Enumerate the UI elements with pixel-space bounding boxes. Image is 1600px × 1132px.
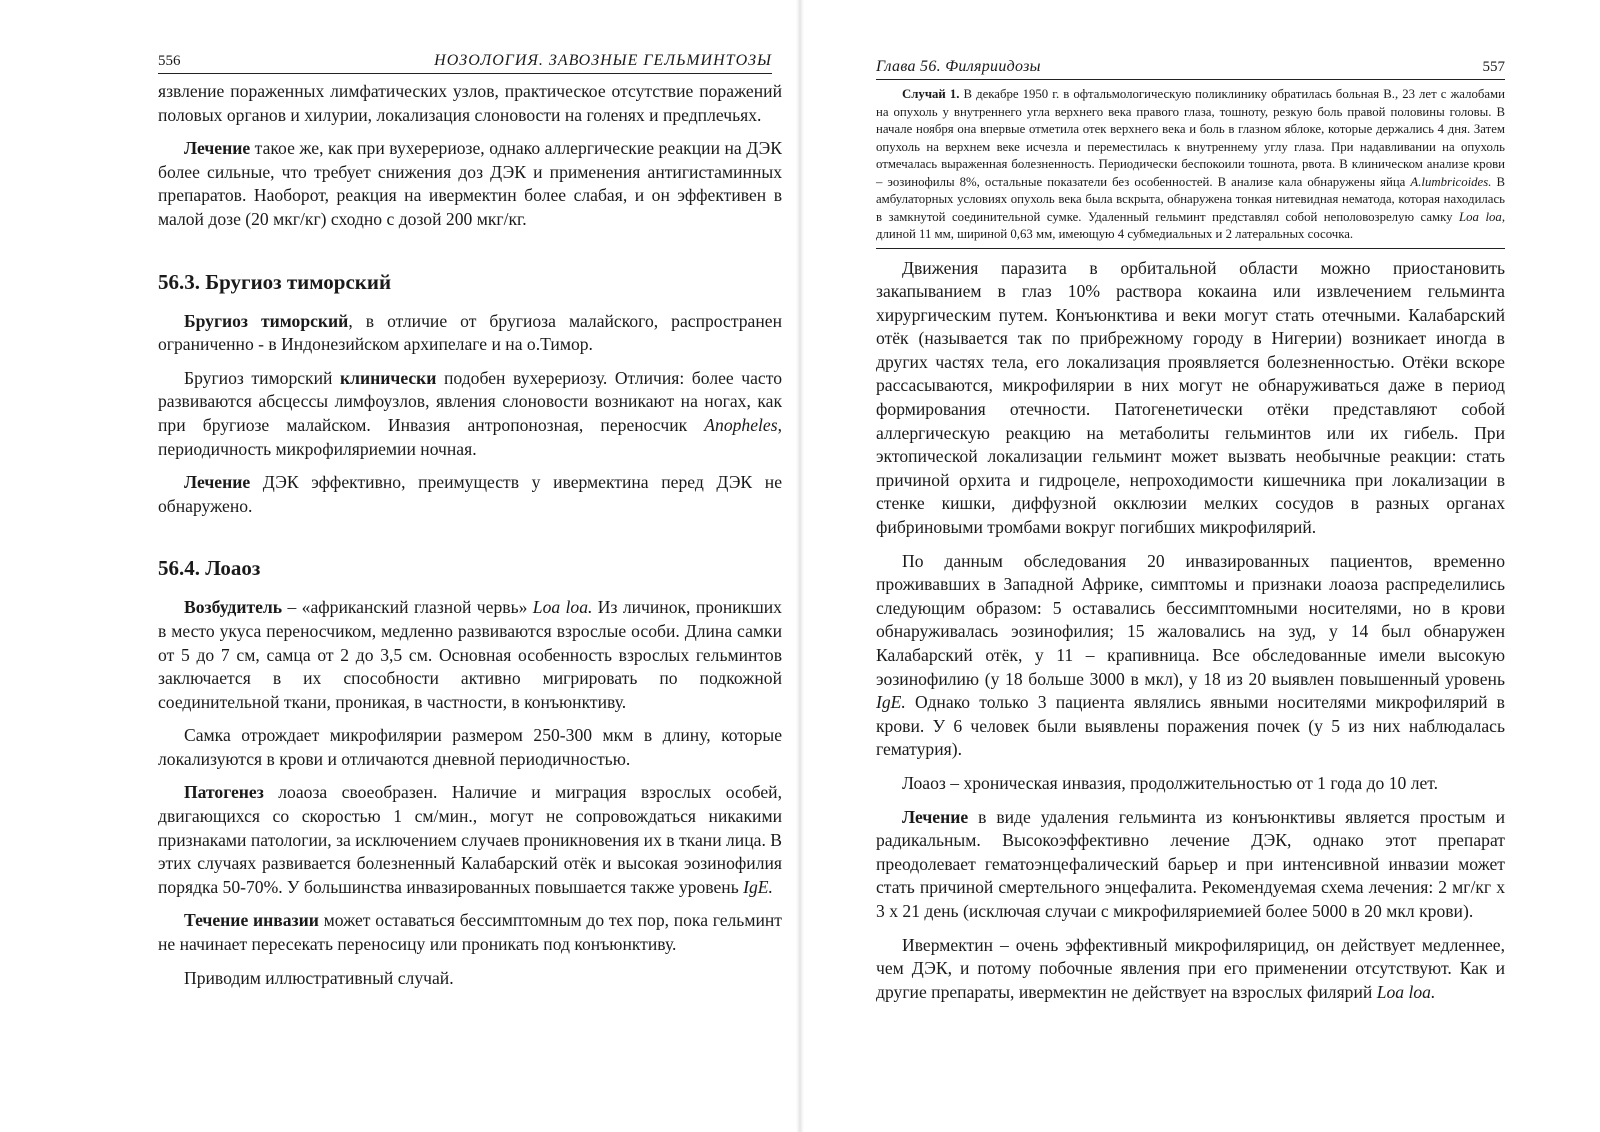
- italic-term: IgE.: [876, 692, 906, 713]
- running-head-right: [876, 58, 1505, 80]
- italic-term: IgE.: [743, 876, 773, 897]
- paragraph: Лоаоз – хроническая инвазия, продолжительностью от 1 года до 10 лет.: [902, 772, 1439, 793]
- italic-term: Loa loa.: [1376, 981, 1436, 1002]
- treatment-paragraph: Лечение такое же, как при вухерериозе, однако аллергические реакции на ДЭК более сильные, что требует снижения доз ДЭК и применения антигистаминных препаратов. Наоборот, реакция на ивермектин более слабая, и он эффективен в малой дозе (20 мкг/кг) сходно с дозой 200 мкг/кг.: [158, 138, 782, 229]
- running-head-left: [158, 52, 772, 74]
- lead-term: Бругиоз тиморский: [184, 310, 349, 331]
- section-heading-56-3: 56.3. Бругиоз тиморский: [158, 269, 392, 294]
- running-title: НОЗОЛОГИЯ. ЗАВОЗНЫЕ ГЕЛЬМИНТОЗЫ: [434, 52, 772, 69]
- paragraph: Бругиоз тиморский, в отличие от бругиоза малайского, распространен ограниченно - в Индонезийском архипелаге и на о.Тимор.: [158, 310, 782, 355]
- paragraph: Возбудитель – «африканский глазной червь» Loa loa. Из личинок, проникших в место укуса переносчиком, медленно развиваются взрослые особи. Длина самки от 5 до 7 см, самца от 2 до 3,5 см. Основная особенность взрослых гельминтов заключается в их способности активно мигрировать по подкожной соединительной ткани, проникая, в частности, в конъюнктиву.: [158, 597, 782, 712]
- lead-term: Патогенез: [184, 782, 264, 803]
- lead-term: Возбудитель: [184, 597, 283, 618]
- italic-term: Anopheles: [704, 414, 778, 435]
- continuation-paragraph: язвление пораженных лимфатических узлов, практическое отсутствие поражений половых органов и хилурии, локализация слоновости на голенях и предплечьях.: [158, 81, 782, 125]
- paragraph: Лечение в виде удаления гельминта из конъюнктивы является простым и радикальным. Высокоэффективно лечение ДЭК, однако этот препарат преодолевает гематоэнцефалический барьер и при интенсивной инвазии может стать причиной смертельного энцефалита. Рекомендуемая схема лечения: 2 мг/кг х 3 х 21 день (исключая случаи с микрофиляриемией более 5000 в 20 мкл крови).: [876, 806, 1505, 921]
- section-heading-56-4: 56.4. Лоаоз: [158, 556, 261, 581]
- page-number: 556: [158, 53, 181, 69]
- paragraph: По данным обследования 20 инвазированных пациентов, временно проживавших в Западной Африке, симптомы и признаки лоаоза распределились следующим образом: 5 оставались бессимптомными носителями, но в крови обнаруживалась эозинофилия; 15 жаловались на зуд, у 14 был обнаружен Калабарский отёк, у 11 – крапивница. Все обследованные имели высокую эозинофилию (у 18 больше 3000 в мкл), у 18 из 20 выявлен повышенный уровень IgE. Однако только 3 пациента являлись явными носителями микрофилярий в крови. У 6 человек были выявлены поражения почек (у 5 из них наблюдалась гематурия).: [876, 550, 1505, 760]
- paragraph: Лечение ДЭК эффективно, преимуществ у ивермектина перед ДЭК не обнаружено.: [158, 472, 782, 516]
- paragraph: Патогенез лоаоза своеобразен. Наличие и миграция взрослых особей, двигающихся со скоростью 1 см/мин., могут не сопровождаться никакими признаками патологии, за исключением случаев проникновения их в ткани лица. В этих случаях развивается болезненный Калабарский отёк и высокая эозинофилия порядка 50-70%. У большинства инвазированных повышается также уровень IgE.: [158, 782, 782, 897]
- italic-term: Loa loa: [1459, 209, 1502, 224]
- lead-term: Случай 1.: [902, 87, 960, 101]
- paragraph: Бругиоз тиморский клинически подобен вухерериозу. Отличия: более часто развиваются абсцессы лимфоузлов, явления слоновости возникают на ногах, как при бругиозе малайском. Инвазия антропонозная, переносчик Anopheles, периодичность микрофиляриемии ночная.: [158, 367, 782, 459]
- paragraph: Самка отрождает микрофилярии размером 250-300 мкм в длину, которые локализуются в крови и отличаются дневной периодичностью.: [158, 725, 782, 769]
- right-page: [800, 0, 1600, 1132]
- case-study-text: Случай 1. В декабре 1950 г. в офтальмологическую поликлинику обратилась больная В., 23 лет с жалобами на опухоль у внутреннего угла верхнего века правого глаза, тошноту, резкую боль правой половины головы. В начале ноября она впервые отметила отек верхнего века и боль в глазном яблоке, которые держались 4 дня. Затем опухоль на верхнем веке исчезла и переместилась к внутреннему углу глаза. При надавливании на опухоль отмечалась выраженная болезненность. Периодически беспокоили тошнота, рвота. В клиническом анализе крови – эозинофилы 8%, остальные показатели без особенностей. В анализе кала обнаружены яйца A.lumbricoides. В амбулаторных условиях опухоль века была вскрыта, обнаружена тонкая нитевидная нематода, которая находилась в замкнутой соединительной сумке. Удаленный гельминт представлял собой неполовозрелую самку Loa loa, длиной 11 мм, шириной 0,63 мм, имеющую 4 субмедиальных и 2 латеральных сосочка.: [876, 87, 1506, 241]
- lead-term: Лечение: [902, 806, 969, 827]
- paragraph: Движения паразита в орбитальной области можно приостановить закапыванием в глаз 10% раствора кокаина или извлечением гельминта хирургическим путем. Конъюнктива и веки могут стать отечными. Калабарский отёк (называется так по прибрежному городу в Нигерии) возникает иногда в других частях тела, его локализация проявляется болезненностью. Отёки вскоре рассасываются, микрофилярии в них могут не обнаруживаться даже в период формирования отечности. Патогенетически отёки представляют собой аллергическую реакцию на метаболиты гельминтов или их гибель. При эктопической локализации гельминт может вызвать необычные реакции: стать причиной орхита и гидроцеле, непроходимости кишечника при локализации в стенке кишки, диффузной окклюзии мелких сосудов в разных органах фибриновыми тромбами вокруг погибших микрофилярий.: [876, 257, 1505, 538]
- paragraph: Ивермектин – очень эффективный микрофилярицид, он действует медленнее, чем ДЭК, и потому побочные явления при его применении отсутствуют. Как и другие препараты, ивермектин не действует на взрослых филярий Loa loa.: [876, 934, 1505, 1002]
- italic-term: A.lumbricoides.: [1410, 174, 1492, 189]
- page-number: 557: [1482, 59, 1505, 75]
- italic-term: Loa loa.: [532, 597, 593, 618]
- lead-term: Течение инвазии: [184, 910, 319, 931]
- lead-term: клинически: [340, 367, 437, 388]
- lead-term: Лечение: [184, 472, 251, 493]
- lead-term: Лечение: [184, 138, 251, 159]
- paragraph: Приводим иллюстративный случай.: [184, 967, 454, 988]
- running-title: Глава 56. Филяриидозы: [876, 58, 1041, 75]
- paragraph: Течение инвазии может оставаться бессимптомным до тех пор, пока гельминт не начинает пересекать переносицу или проникать под конъюнктиву.: [158, 910, 782, 955]
- case-study-block: [876, 86, 1505, 249]
